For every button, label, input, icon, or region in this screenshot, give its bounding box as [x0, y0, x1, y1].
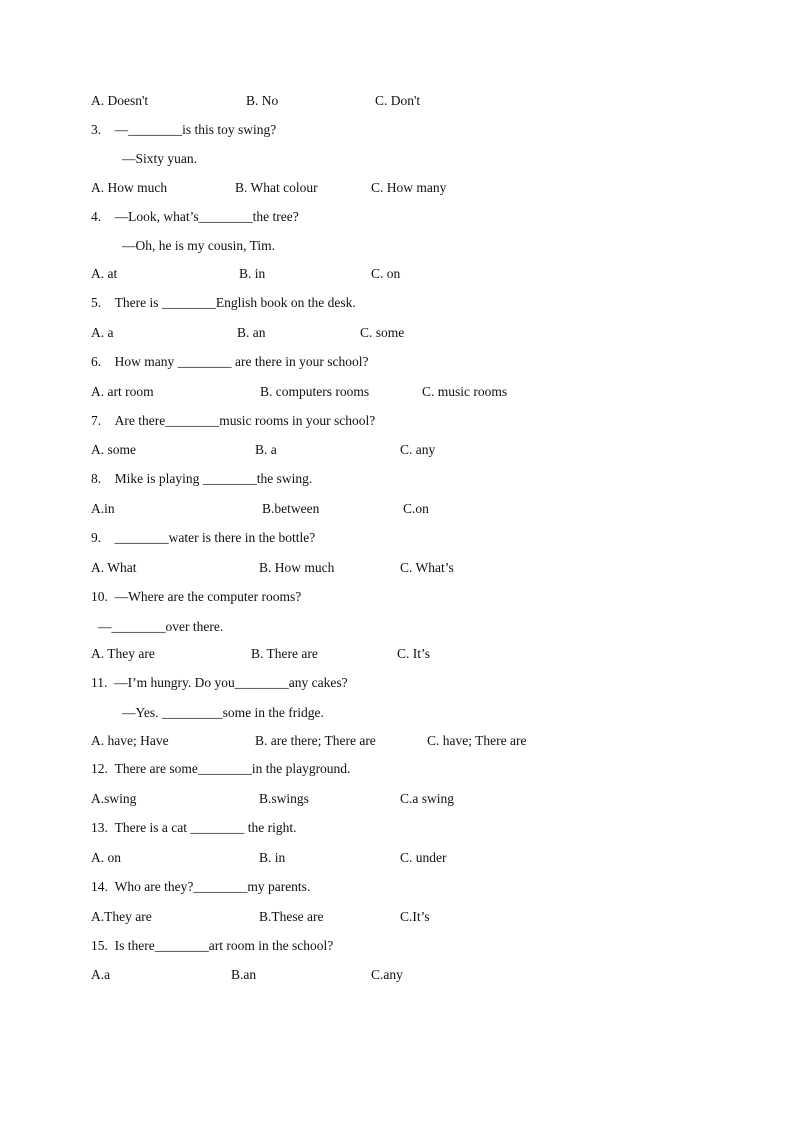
dialogue-line: —________over there.	[98, 619, 224, 634]
question-text: 3. —________is this toy swing?	[91, 122, 277, 137]
answer-option: A.a	[91, 967, 111, 982]
answer-option: A. on	[91, 850, 121, 865]
question-text: 15. Is there________art room in the school?	[91, 938, 334, 953]
answer-option: C.any	[371, 967, 403, 982]
answer-option: B. How much	[259, 560, 335, 575]
answer-option: A. at	[91, 266, 118, 281]
question-text: 4. —Look, what’s________the tree?	[91, 209, 299, 224]
question-text: 6. How many ________ are there in your school?	[91, 354, 369, 369]
question-text: 13. There is a cat ________ the right.	[91, 820, 297, 835]
answer-option: B. an	[237, 325, 266, 340]
answer-option: C. on	[371, 266, 401, 281]
answer-option: A.They are	[91, 909, 152, 924]
answer-option: B. What colour	[235, 180, 318, 195]
answer-option: C. What’s	[400, 560, 454, 575]
answer-option: B.an	[231, 967, 257, 982]
answer-option: A. some	[91, 442, 136, 457]
dialogue-line: —Oh, he is my cousin, Tim.	[122, 238, 276, 253]
answer-option: B.swings	[259, 791, 309, 806]
question-text: 9. ________water is there in the bottle?	[91, 530, 316, 545]
answer-option: A. They are	[91, 646, 155, 661]
answer-option: B.These are	[259, 909, 324, 924]
answer-option: A. a	[91, 325, 114, 340]
answer-option: B. in	[259, 850, 286, 865]
answer-option: C.a swing	[400, 791, 454, 806]
answer-option: B. No	[246, 93, 279, 108]
answer-option: C. music rooms	[422, 384, 508, 399]
question-text: 7. Are there________music rooms in your school?	[91, 413, 376, 428]
answer-option: B. a	[255, 442, 277, 457]
answer-option: B. in	[239, 266, 266, 281]
answer-option: A. Doesn't	[91, 93, 149, 108]
answer-option: C. some	[360, 325, 405, 340]
dialogue-line: —Sixty yuan.	[122, 151, 198, 166]
answer-option: A. What	[91, 560, 137, 575]
answer-option: B. computers rooms	[260, 384, 370, 399]
question-text: 12. There are some________in the playground.	[91, 761, 351, 776]
answer-option: A. have; Have	[91, 733, 169, 748]
answer-option: C. Don't	[375, 93, 421, 108]
answer-option: B. There are	[251, 646, 318, 661]
answer-option: A.swing	[91, 791, 137, 806]
answer-option: C. How many	[371, 180, 447, 195]
answer-option: C. any	[400, 442, 436, 457]
answer-option: C. have; There are	[427, 733, 527, 748]
question-text: 10. —Where are the computer rooms?	[91, 589, 302, 604]
question-text: 5. There is ________English book on the desk.	[91, 295, 356, 310]
answer-option: B.between	[262, 501, 320, 516]
answer-option: A. How much	[91, 180, 168, 195]
answer-option: A. art room	[91, 384, 154, 399]
question-text: 14. Who are they?________my parents.	[91, 879, 311, 894]
answer-option: C.It’s	[400, 909, 430, 924]
answer-option: C. under	[400, 850, 447, 865]
question-text: 11. —I’m hungry. Do you________any cakes?	[91, 675, 348, 690]
answer-option: A.in	[91, 501, 115, 516]
answer-option: C.on	[403, 501, 429, 516]
dialogue-line: —Yes. _________some in the fridge.	[122, 705, 324, 720]
answer-option: B. are there; There are	[255, 733, 376, 748]
question-text: 8. Mike is playing ________the swing.	[91, 471, 313, 486]
answer-option: C. It’s	[397, 646, 431, 661]
